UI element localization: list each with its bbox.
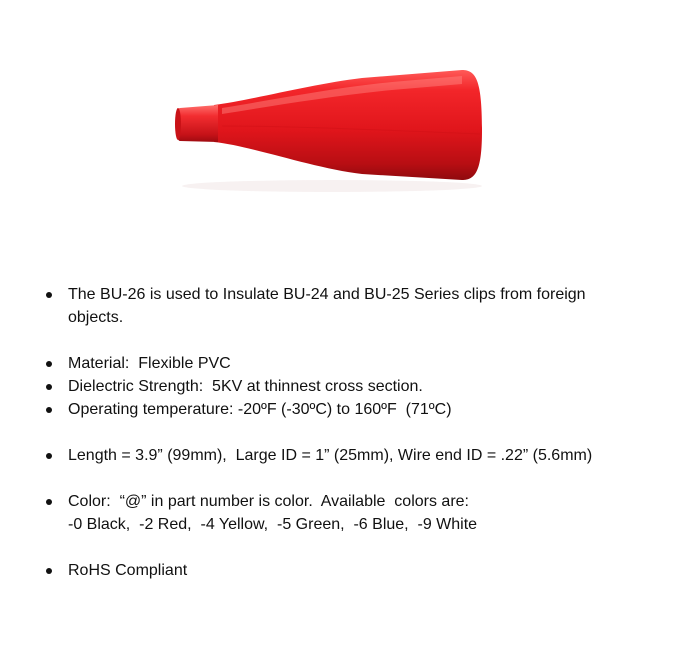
red-insulator-boot-image xyxy=(162,0,500,232)
dimensions-text: Length = 3.9” (99mm), Large ID = 1” (25mm), Wire end ID = .22” (5.6mm) xyxy=(68,447,593,464)
list-item xyxy=(40,490,660,536)
intro-line-1: The BU-26 is used to Insulate BU-24 and BU-25 Series clips from foreign xyxy=(68,286,586,303)
list-item xyxy=(40,398,660,421)
rohs-text: RoHS Compliant xyxy=(68,562,188,579)
spec-list xyxy=(40,283,660,582)
product-photo xyxy=(162,0,500,232)
list-item xyxy=(40,444,660,467)
list-item xyxy=(40,375,660,398)
list-item xyxy=(40,559,660,582)
temperature-text: Operating temperature: -20ºF (-30ºC) to 160ºF (71ºC) xyxy=(68,401,452,418)
intro-line-2: objects. xyxy=(68,309,124,326)
dielectric-text: Dielectric Strength: 5KV at thinnest cross section. xyxy=(68,378,423,395)
color-line-2: -0 Black, -2 Red, -4 Yellow, -5 Green, -6 Blue, -9 White xyxy=(68,516,478,533)
list-item xyxy=(40,283,660,329)
material-text: Material: Flexible PVC xyxy=(68,355,231,372)
list-item xyxy=(40,352,660,375)
color-line-1: Color: “@” in part number is color. Available colors are: xyxy=(68,493,469,510)
